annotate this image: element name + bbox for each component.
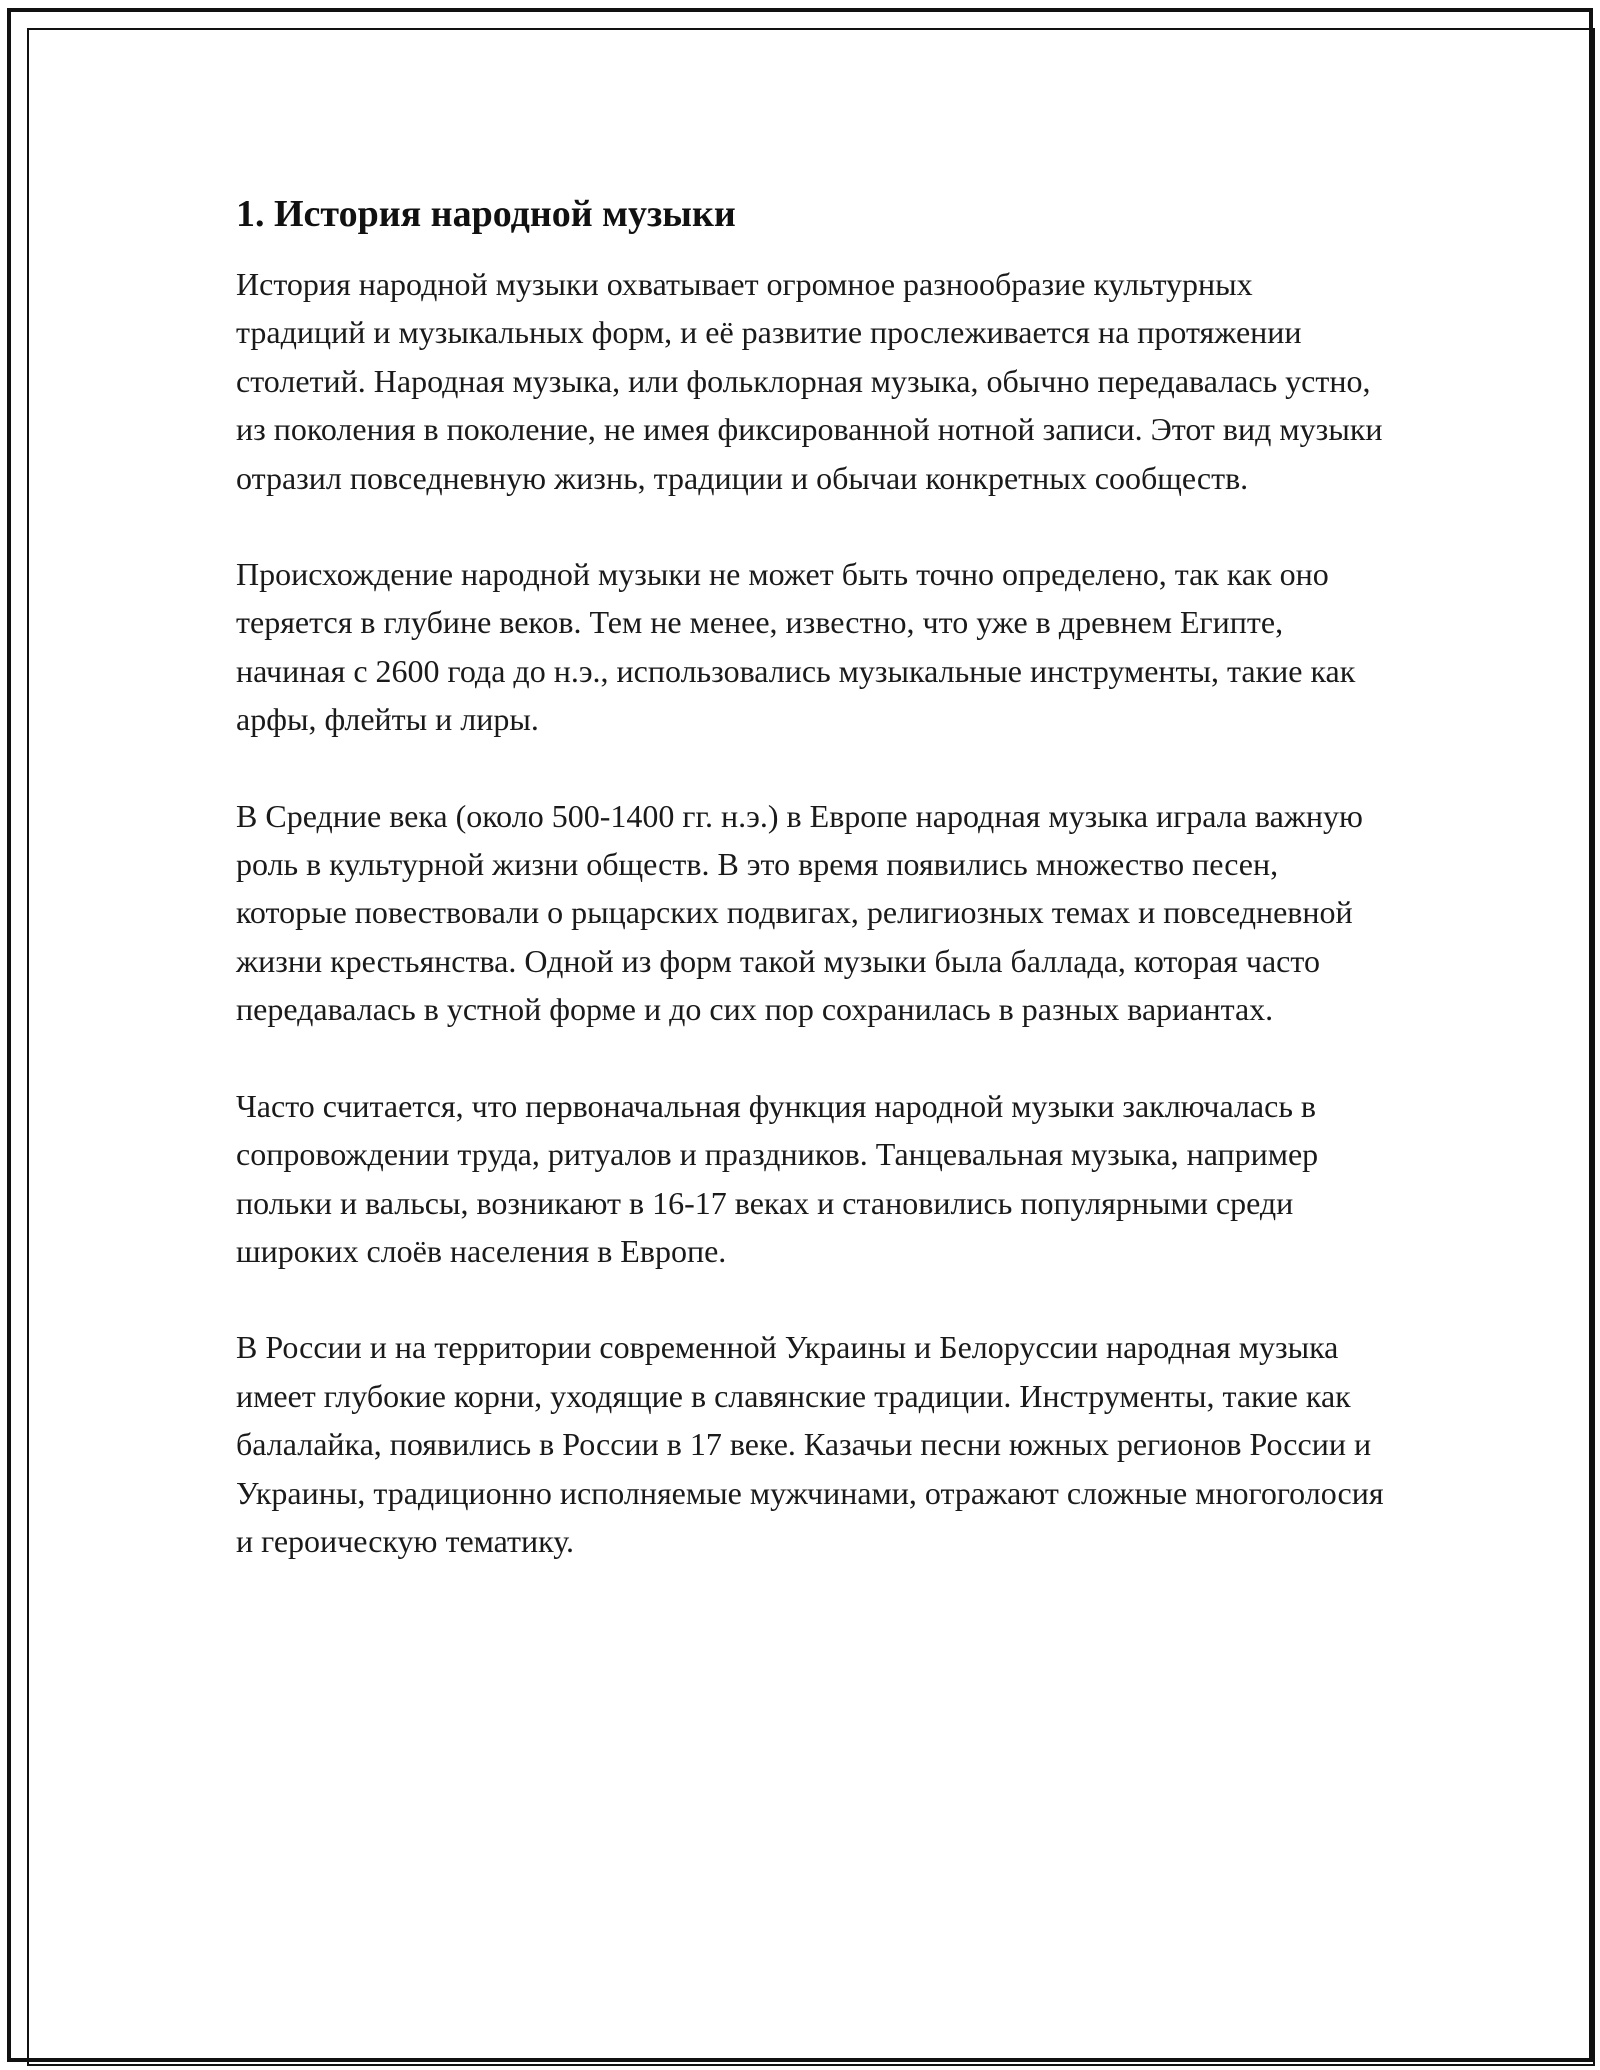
paragraph-middle-ages: В Средние века (около 500-1400 гг. н.э.) в Европе народная музыка играла важную роль в культурной жизни обществ. В это время появились множество песен, которые повествовали о рыцарских подвигах, религиозных темах и повседневной жизни крестьянства. Одной из форм такой музыки была баллада, которая часто передавалась в устной форме и до сих пор сохранилась в разных вариантах.: [236, 797, 1363, 1028]
paragraph-function: Часто считается, что первоначальная функция народной музыки заключалась в сопровождении труда, ритуалов и праздников. Танцевальная музыка, например польки и вальсы, возникают в 16-17 веках и становились популярными среди широких слоёв населения в Европе.: [236, 1087, 1319, 1269]
paragraph-intro: История народной музыки охватывает огромное разнообразие культурных традиций и музыкальных форм, и её развитие прослеживается на протяжении столетий. Народная музыка, или фольклорная музыка, обычно передавалась устно, из поколения в поколение, не имея фиксированной нотной записи. Этот вид музыки отразил повседневную жизнь, традиции и обычаи конкретных сообществ.: [236, 266, 1383, 496]
document-body: [236, 188, 1386, 1613]
section-heading: 1. История народной музыки: [236, 193, 736, 235]
paragraph-russia: В России и на территории современной Украины и Белоруссии народная музыка имеет глубокие корни, уходящие в славянские традиции. Инструменты, такие как балалайка, появились в России в 17 веке. Казачьи песни южных регионов России и Украины, традиционно исполняемые мужчинами, отражают сложные многоголосия и героическую тематику.: [236, 1329, 1384, 1559]
paragraph-origin: Происхождение народной музыки не может быть точно определено, так как оно теряется в глубине веков. Тем не менее, известно, что уже в древнем Египте, начиная с 2600 года до н.э., использовались музыкальные инструменты, такие как арфы, флейты и лиры.: [236, 556, 1356, 738]
